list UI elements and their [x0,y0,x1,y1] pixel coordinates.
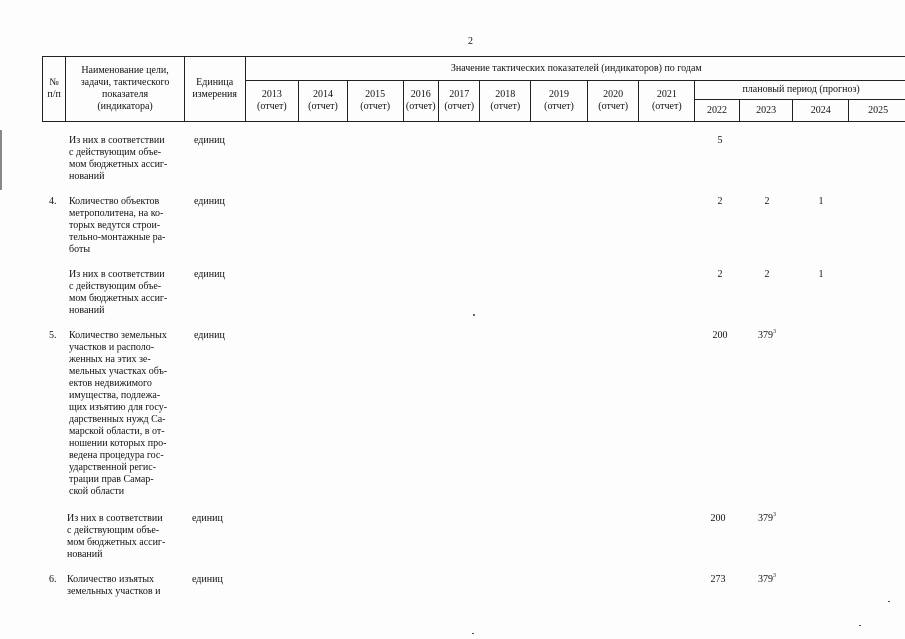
header-number-cell: № п/п [43,57,66,122]
value-2023: 2 [764,196,770,207]
header-values-group: Значение тактических показателей (индикаторов) по годам [245,57,905,81]
value-2022: 5 [717,135,723,146]
header-year-2021: 2021 (отчет) [639,81,695,122]
header-year-2018: 2018 (отчет) [480,81,531,122]
scan-speck [472,633,474,634]
footnote-mark: 3 [773,329,776,335]
row-number: 6. [49,574,57,585]
page-number: 2 [468,36,473,47]
value-2023: 2 [764,269,770,280]
row-number: 5. [49,330,57,341]
header-year-2025: 2025 [849,100,905,122]
value-2023: $379^3$ [758,329,776,341]
indicator-name: Из них в соответствии с действующим объе- мом бюджетных ассиг- нований [69,135,168,182]
scan-speck [859,625,861,626]
header-year-2022: 2022 [695,100,740,122]
value-2024: 1 [818,196,824,207]
row-number: 4. [49,196,57,207]
header-year-2016: 2016 (отчет) [403,81,438,122]
scan-speck [888,601,890,602]
indicator-name: Из них в соответствии с действующим объе- мом бюджетных ассиг- нований [67,513,166,560]
value-2022: 273 [710,574,726,585]
unit-of-measure: единиц [194,269,225,280]
value-2023: $379^3$ [758,573,776,585]
indicator-table-header [42,56,905,122]
unit-of-measure: единиц [194,196,225,207]
header-year-2017: 2017 (отчет) [438,81,480,122]
scan-speck [473,314,475,316]
value-2023: $379^3$ [758,512,776,524]
value-2022: 200 [712,330,728,341]
footnote-mark: 3 [773,573,776,579]
footnote-mark: 3 [773,512,776,518]
value-2022: 2 [717,196,723,207]
value-2024: 1 [818,269,824,280]
scan-edge-mark [0,130,2,190]
header-unit-cell: Единица измерения [184,57,245,122]
header-year-2019: 2019 (отчет) [531,81,588,122]
header-indicator-name-cell: Наименование цели, задачи, тактического показателя (индикатора) [66,57,185,122]
indicator-name: Количество земельных участков и располо- женных на этих зе- мельных участках объ- ектов недвижимого имущества, подлежа- щих изъятию для госу- дарственных нужд Са- марской области, в от- ношении которых про- ведена процедура гос- ударственной регис- трации прав Самар- ской области [69,330,168,497]
value-2022: 2 [717,269,723,280]
header-year-2023: 2023 [739,100,793,122]
header-plan-period: плановый период (прогноз) [695,81,905,100]
indicator-name: Количество объектов метрополитена, на ко- торых ведутся строи- тельно-монтажные ра- боты [69,196,166,255]
header-year-2013: 2013 (отчет) [245,81,299,122]
value-2022: 200 [710,513,726,524]
header-year-2024: 2024 [793,100,849,122]
header-year-2020: 2020 (отчет) [587,81,639,122]
indicator-name: Количество изъятых земельных участков и [67,574,161,597]
unit-of-measure: единиц [194,135,225,146]
header-year-2014: 2014 (отчет) [299,81,348,122]
unit-of-measure: единиц [192,574,223,585]
header-year-2015: 2015 (отчет) [347,81,403,122]
unit-of-measure: единиц [192,513,223,524]
unit-of-measure: единиц [194,330,225,341]
indicator-name: Из них в соответствии с действующим объе- мом бюджетных ассиг- нований [69,269,168,316]
